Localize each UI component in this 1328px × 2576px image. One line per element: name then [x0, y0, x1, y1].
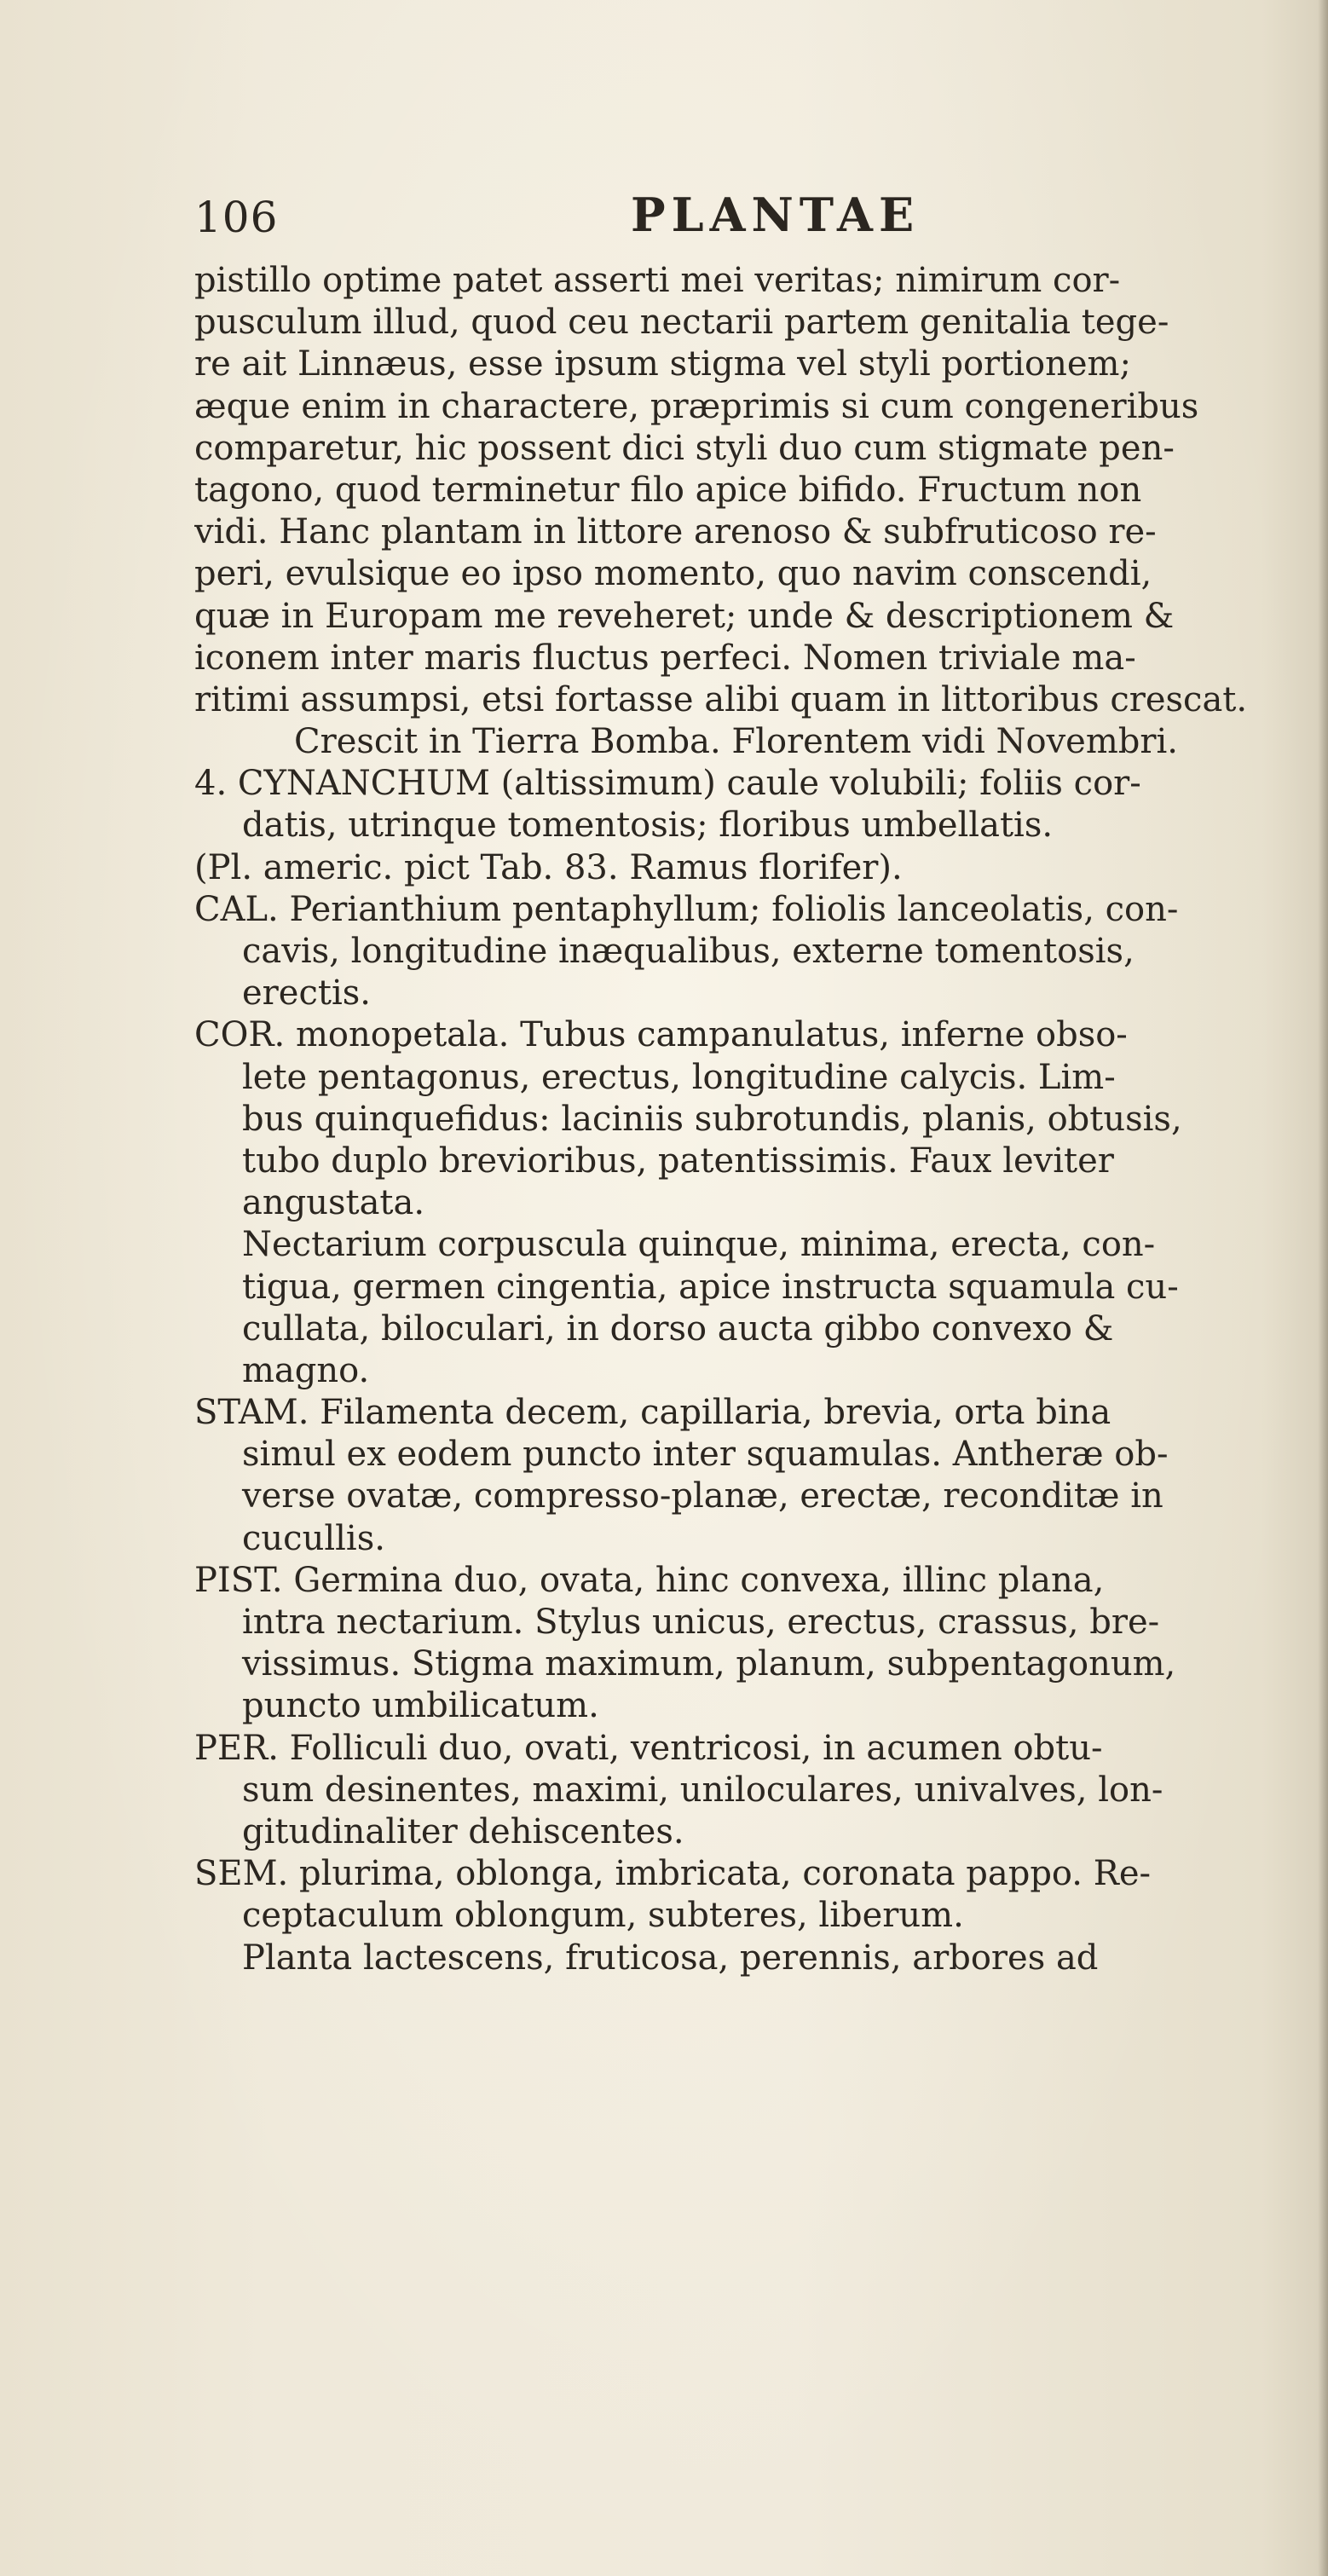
pistil-line: PIST. Germina duo, ovata, hinc convexa, illinc plana,	[194, 1560, 1105, 1600]
text-line: pusculum illud, quod ceu nectarii partem genitalia tege-	[194, 303, 1169, 343]
text-line: tagono, quod terminetur filo apice bifido. Fructum non	[194, 470, 1142, 510]
text-line: Crescit in Tierra Bomba. Florentem vidi Novembri.	[294, 722, 1179, 762]
text-line: magno.	[242, 1350, 370, 1390]
text-line: lete pentagonus, erectus, longitudine calycis. Lim-	[242, 1057, 1116, 1097]
text-line: æque enim in charactere, præprimis si cum congeneribus	[194, 386, 1199, 426]
page-header	[0, 188, 1328, 256]
text-line: intra nectarium. Stylus unicus, erectus, crassus, bre-	[242, 1603, 1160, 1642]
text-line: vissimus. Stigma maximum, planum, subpentagonum,	[242, 1644, 1176, 1684]
page-number: 106	[194, 193, 279, 242]
text-line: Planta lactescens, fruticosa, perennis, arbores ad	[242, 1938, 1099, 1978]
body-text	[194, 260, 1302, 1979]
plate-reference: (Pl. americ. pict Tab. 83. Ramus florifer).	[194, 847, 903, 887]
calyx-line: CAL. Perianthium pentaphyllum; foliolis lanceolatis, con-	[194, 889, 1179, 929]
text-line: erectis.	[242, 973, 371, 1014]
text-line: re ait Linnæus, esse ipsum stigma vel styli portionem;	[194, 344, 1131, 384]
text-line: puncto umbilicatum.	[242, 1686, 599, 1726]
text-line: peri, evulsique eo ipso momento, quo navim conscendi,	[194, 554, 1152, 594]
nectary-line: Nectarium corpuscula quinque, minima, erecta, con-	[242, 1225, 1156, 1265]
text-line: datis, utrinque tomentosis; floribus umbellatis.	[242, 806, 1054, 846]
text-line: vidi. Hanc plantam in littore arenoso & subfruticoso re-	[194, 512, 1157, 552]
text-line: cavis, longitudine inæqualibus, externe tomentosis,	[242, 932, 1135, 971]
text-line: comparetur, hic possent dici styli duo cum stigmate pen-	[194, 428, 1175, 468]
text-line: tubo duplo brevioribus, patentissimis. Faux leviter	[242, 1141, 1114, 1181]
species-heading: 4. CYNANCHUM (altissimum) caule volubili; foliis cor-	[194, 764, 1141, 804]
running-title: PLANTAE	[631, 188, 921, 242]
stamen-line: STAM. Filamenta decem, capillaria, brevia, orta bina	[194, 1393, 1111, 1433]
text-line: tigua, germen cingentia, apice instructa squamula cu-	[242, 1267, 1179, 1307]
text-line: iconem inter maris fluctus perfeci. Nomen triviale ma-	[194, 638, 1136, 678]
corolla-line: COR. monopetala. Tubus campanulatus, inferne obso-	[194, 1015, 1128, 1055]
text-line: gitudinaliter dehiscentes.	[242, 1811, 684, 1851]
text-line: angustata.	[242, 1183, 425, 1223]
seed-line: SEM. plurima, oblonga, imbricata, coronata pappo. Re-	[194, 1854, 1152, 1894]
text-line: cucullis.	[242, 1518, 385, 1558]
page-edge-shadow	[1318, 0, 1328, 2576]
text-line: simul ex eodem puncto inter squamulas. Antheræ ob-	[242, 1435, 1169, 1475]
text-line: quæ in Europam me reveheret; unde & descriptionem &	[194, 596, 1175, 636]
text-line: verse ovatæ, compresso-planæ, erectæ, reconditæ in	[242, 1476, 1163, 1516]
text-line: bus quinquefidus: laciniis subrotundis, planis, obtusis,	[242, 1099, 1182, 1139]
text-line: cullata, biloculari, in dorso aucta gibbo convexo &	[242, 1308, 1114, 1349]
text-line: sum desinentes, maximi, uniloculares, univalves, lon-	[242, 1770, 1163, 1810]
text-line: ritimi assumpsi, etsi fortasse alibi quam in littoribus crescat.	[194, 679, 1248, 719]
text-line: ceptaculum oblongum, subteres, liberum.	[242, 1896, 964, 1936]
text-line: pistillo optime patet asserti mei veritas; nimirum cor-	[194, 261, 1121, 300]
pericarp-line: PER. Folliculi duo, ovati, ventricosi, in acumen obtu-	[194, 1728, 1103, 1768]
